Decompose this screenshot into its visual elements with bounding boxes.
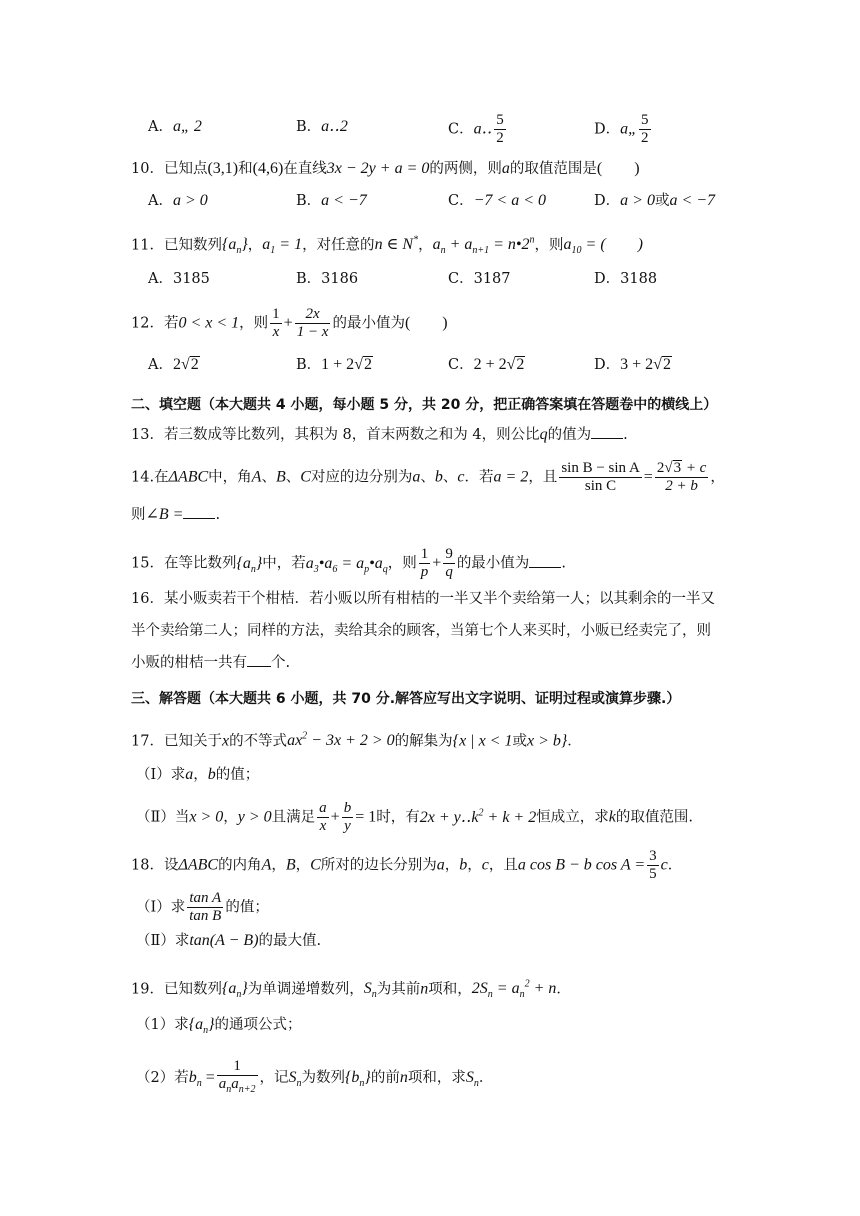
answer-blank bbox=[591, 424, 623, 439]
question-19: 19．已知数列$\{a_n\}$为单调递增数列，$S_n$为其前n项和，$2S_n = a_n^2 + n$． bbox=[131, 979, 571, 1001]
q10-option-b: B．a < −7 bbox=[296, 192, 367, 209]
section-3-heading: 三、解答题（本大题共 6 小题，共 70 分.解答应写出文字说明、证明过程或演算步骤.） bbox=[131, 691, 681, 707]
section-2-heading: 二、填空题（本大题共 4 小题，每小题 5 分，共 20 分，把正确答案填在答题卷中的横线上） bbox=[131, 397, 718, 413]
question-11: 11．已知数列$\{a_n\}$，$a_1 = 1$，对任意的n ∈ N*，$a_n + a_{n+1}$ = $n•2^n$，则$a_{10}$ = ( ) bbox=[131, 235, 643, 257]
question-15: 15．在等比数列$\{a_n\}$中，若$a_3•a_6$ = $a_p•a_q$，则 $\frac{1}{p}$ + $\frac{9}{q}$ 的最小值为 . bbox=[131, 546, 566, 580]
answer-blank bbox=[247, 652, 271, 667]
question-19-part-1: （1）求$\{a_n\}$的通项公式； bbox=[136, 1016, 302, 1037]
q10-option-c: C．−7 < a < 0 bbox=[448, 192, 546, 209]
q11-option-b: B．3186 bbox=[296, 271, 359, 287]
q9-option-a: A．a„ 2 bbox=[148, 118, 202, 135]
q9-option-b: B．a‥2 bbox=[296, 118, 348, 135]
question-14-line-2: 则∠B = . bbox=[131, 506, 221, 523]
fraction: $\frac{5}{2}$ bbox=[496, 112, 504, 146]
fraction: $\frac{5}{2}$ bbox=[641, 112, 649, 146]
fraction: $\frac{\text{tan A}}{\text{tan B}}$ bbox=[189, 890, 222, 924]
fraction: $\frac{9}{q}$ bbox=[445, 546, 453, 580]
answer-blank bbox=[183, 504, 215, 519]
question-17: 17．已知关于x的不等式$ax^2 - 3x + 2 > 0$的解集为{x | x < 1或x > b}． bbox=[131, 731, 582, 750]
q12-option-c: C．2 + 2√2 bbox=[448, 356, 525, 373]
question-12: 12．若0 < x < 1，则 $\frac{1}{x}$ + $\frac{2x}{1 - x}$ 的最小值为( ) bbox=[131, 306, 448, 340]
question-18-part-2: （Ⅱ）求tan(A − B)的最大值. bbox=[136, 932, 322, 949]
fraction: $\frac{1}{p}$ bbox=[420, 546, 429, 580]
question-19-part-2: （2）若$b_n$ = $\frac{1}{a_na_{n+2}}$ ，记$S_n$为数列$\{b_n\}$的前n项和，求$S_n$． bbox=[136, 1058, 760, 1098]
q9-option-c: C．a‥ $\frac{5}{2}$ bbox=[448, 112, 504, 146]
question-16-line-3: 小贩的柑桔一共有 个. bbox=[131, 652, 760, 674]
fraction: $\frac{a}{x}$ bbox=[319, 800, 327, 834]
fraction: $\frac{1}{x}$ bbox=[272, 306, 280, 340]
question-10: 10．已知点(3,1)和(4,6)在直线3x − 2y + a = 0的两侧，则a的取值范围是( ) bbox=[131, 160, 640, 177]
fraction: $\frac{2√3 + c}{2 + b}$ bbox=[656, 460, 707, 494]
answer-blank bbox=[529, 553, 561, 568]
question-17-part-2: （Ⅱ）当x > 0，y > 0且满足 $\frac{a}{x}$ + $\frac{b}{y}$ = 1时，有$2x + y‥k^2 + k + 2$恒成立，求k的取值范围. bbox=[136, 800, 693, 834]
q10-option-d: D．a > 0或a < −7 bbox=[594, 192, 716, 209]
fraction: $\frac{b}{y}$ bbox=[343, 800, 352, 834]
question-17-part-1: （Ⅰ）求a，b的值； bbox=[136, 766, 260, 783]
fraction: $\frac{2x}{1 - x}$ bbox=[296, 306, 329, 340]
q11-option-d: D．3188 bbox=[594, 271, 658, 287]
question-13: 13．若三数成等比数列，其积为 8，首末两数之和为 4，则公比q的值为 . bbox=[131, 426, 628, 443]
question-18: 18．设ΔABC的内角A，B，C所对的边长分别为a，b，c，且a cos B − b cos A = $\frac{3}{5}$ c． bbox=[131, 848, 683, 882]
question-14: 14.在ΔABC中，角A、B、C对应的边分别为a、b、c．若a = 2，且 $\frac{\text{sin B − sin A}}{\text{sin C}}$ = $\frac{2√3 + c}{2 + b}$ ， bbox=[131, 460, 725, 494]
q11-option-c: C．3187 bbox=[448, 271, 511, 287]
fraction: $\frac{\text{sin B − sin A}}{\text{sin C}}$ bbox=[561, 460, 640, 494]
q12-option-b: B．1 + 2√2 bbox=[296, 356, 372, 373]
q11-option-a: A．3185 bbox=[148, 271, 210, 287]
q12-option-d: D．3 + 2√2 bbox=[594, 356, 671, 373]
q12-option-a: A．2√2 bbox=[148, 356, 199, 373]
q10-option-a: A．a > 0 bbox=[148, 192, 208, 209]
fraction: $\frac{1}{a_na_{n+2}}$ bbox=[218, 1058, 256, 1095]
fraction: $\frac{3}{5}$ bbox=[649, 848, 657, 882]
q9-option-d: D．a„ $\frac{5}{2}$ bbox=[594, 112, 649, 146]
question-16: 16．某小贩卖若干个柑桔．若小贩以所有柑桔的一半又半个卖给第一人；以其剩余的一半又 bbox=[131, 591, 715, 607]
question-16-line-2: 半个卖给第二人；同样的方法，卖给其余的顾客，当第七个人来买时，小贩已经卖完了，则 bbox=[131, 623, 711, 639]
question-18-part-1: （Ⅰ）求 $\frac{\text{tan A}}{\text{tan B}}$ 的值； bbox=[136, 890, 269, 924]
